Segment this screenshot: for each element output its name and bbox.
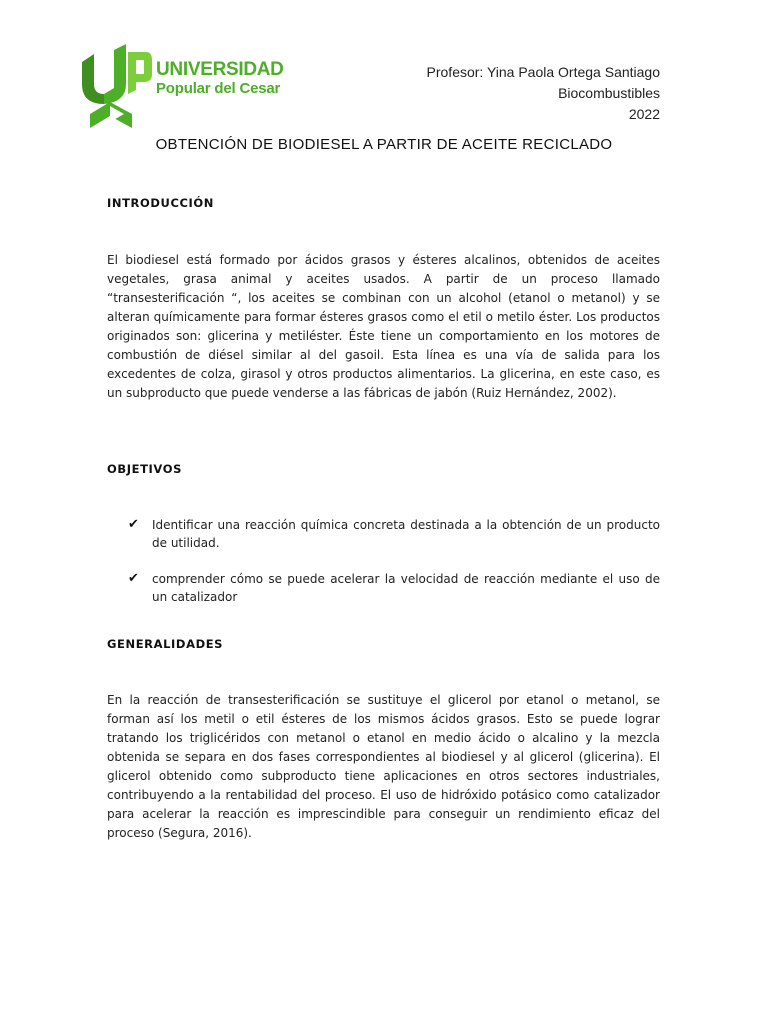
logo-wordmark — [156, 60, 284, 96]
objetivos-list — [128, 516, 660, 606]
professor-name: Profesor: Yina Paola Ortega Santiago — [426, 64, 660, 80]
logo-line-popular: Popular del Cesar — [156, 80, 281, 97]
objetivo-text: comprender cómo se puede acelerar la velocidad de reacción mediante el uso de un catalizador — [152, 572, 660, 604]
heading-objetivos: OBJETIVOS — [107, 462, 182, 476]
upc-emblem-icon — [80, 44, 152, 128]
university-logo — [80, 44, 284, 128]
emblem-u-right — [104, 44, 126, 104]
heading-generalidades: GENERALIDADES — [107, 637, 224, 651]
emblem-p-hole — [136, 60, 144, 74]
checkmark-icon: ✔ — [128, 571, 139, 586]
emblem-u-shape — [82, 54, 104, 104]
paragraph-introduccion: El biodiesel está formado por ácidos grasos y ésteres alcalinos, obtenidos de aceites vegetales, grasa animal y aceites usados. A partir de un proceso llamado “transesterificación “, los aceites se combinan con un alcohol (etanol o metanol) y se alteran químicamente para formar ésteres grasos como el etil o metilo éster. Los productos originados son: glicerina y metiléster. Éste tiene un comportamiento en los motores de combustión de diésel similar al del gasoil. Esta línea es una vía de salida para los excedentes de colza, girasol y otros productos alimentarios. La glicerina, en este caso, es un subproducto que puede venderse a las fábricas de jabón (Ruiz Hernández, 2002). — [107, 253, 660, 400]
course-name: Biocombustibles — [558, 85, 660, 101]
header-info — [427, 62, 660, 125]
course-year: 2022 — [628, 106, 660, 122]
list-item — [128, 570, 660, 606]
document-title: OBTENCIÓN DE BIODIESEL A PARTIR DE ACEITE RECICLADO — [155, 136, 613, 153]
objetivo-text: Identificar una reacción química concreta destinada a la obtención de un producto de utilidad. — [152, 518, 660, 550]
logo-line-universidad: UNIVERSIDAD — [156, 59, 284, 80]
list-item — [128, 516, 660, 552]
checkmark-icon: ✔ — [128, 517, 139, 532]
heading-introduccion: INTRODUCCIÓN — [107, 196, 215, 210]
paragraph-generalidades: En la reacción de transesterificación se sustituye el glicerol por etanol o metanol, se forman así los metil o etil ésteres de los mismos ácidos grasos. Esto se puede lograr tratando los triglicéridos con metanol o etanol en medio ácido o alcalino y la mezcla obtenida se separa en dos fases correspondientes al biodiesel y al glicerol (glicerina). El glicerol obtenido como subproducto tiene aplicaciones en otros sectores industriales, contribuyendo a la rentabilidad del proceso. El uso de hidróxido potásico como catalizador para acelerar la reacción es imprescindible para conseguir un rendimiento eficaz del proceso (Segura, 2016). — [107, 693, 660, 840]
